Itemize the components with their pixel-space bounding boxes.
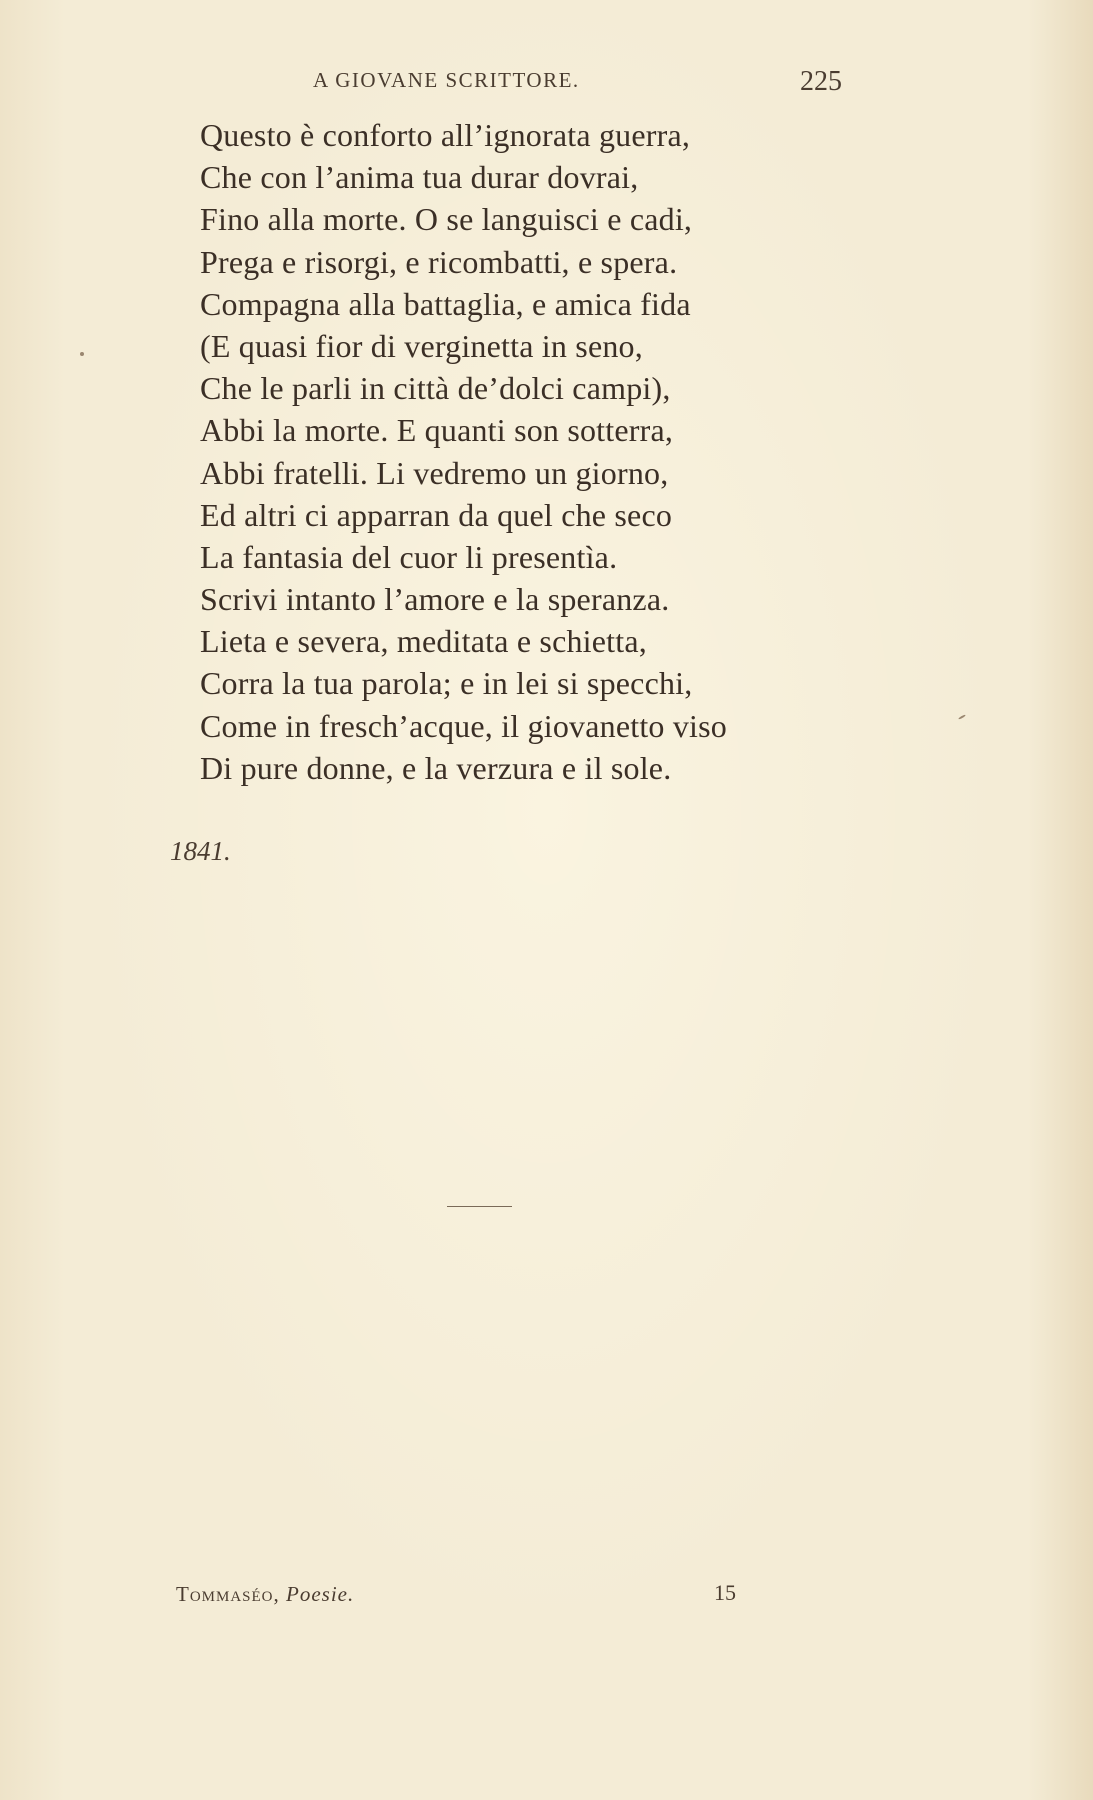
paper-speck [958,714,966,720]
poem-line: Di pure donne, e la verzura e il sole. [200,749,672,786]
poem-line: Che le parli in città de’dolci campi), [200,370,671,407]
poem-line: Scrivi intanto l’amore e la speranza. [200,581,670,618]
poem-date: 1841. [170,836,231,866]
poem-body [200,114,900,789]
poem-line: (E quasi fior di verginetta in seno, [200,327,643,364]
poem-line: Che con l’anima tua durar dovrai, [200,159,639,196]
footer-citation [176,1582,354,1607]
page-number: 225 [800,66,842,97]
poem-line: Corra la tua parola; e in lei si specchi, [200,665,693,702]
footer-title: Poesie. [286,1582,355,1606]
poem-line: Compagna alla battaglia, e amica fida [200,285,691,322]
poem-line: La fantasia del cuor li presentìa. [200,538,618,575]
poem-line: Abbi fratelli. Li vedremo un giorno, [200,454,669,491]
poem-line: Fino alla morte. O se languisci e cadi, [200,201,693,238]
paper-speck [80,352,84,356]
poem-line: Lieta e severa, meditata e schietta, [200,623,647,660]
poem-line: Prega e risorgi, e ricombatti, e spera. [200,243,678,280]
poem-line: Come in fresch’acque, il giovanetto viso [200,707,727,744]
poem-line: Abbi la morte. E quanti son sotterra, [200,412,674,449]
poem-line: Ed altri ci apparran da quel che seco [200,496,673,533]
running-head: A GIOVANE SCRITTORE. [313,68,580,92]
footer-author: Tommaséo, [176,1582,280,1606]
section-divider [447,1206,512,1207]
signature-mark: 15 [714,1580,736,1605]
poem-line: Questo è conforto all’ignorata guerra, [200,117,691,153]
